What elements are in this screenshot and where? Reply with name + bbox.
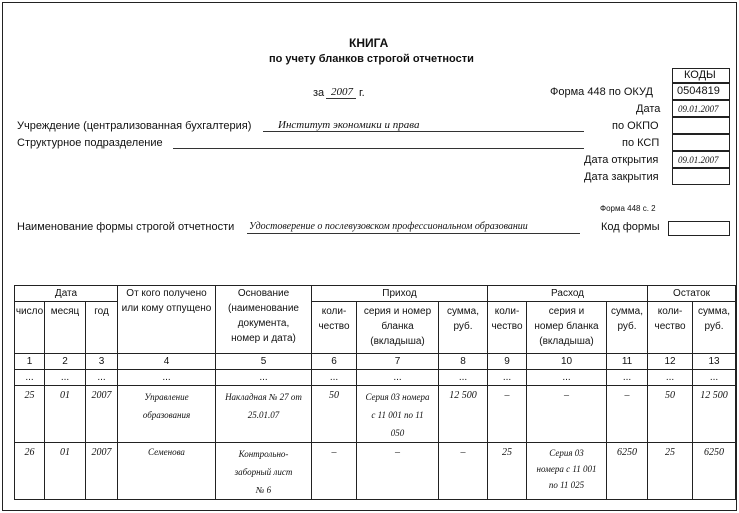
cell-in-sum: – — [439, 443, 488, 500]
institution-value: Институт экономики и права — [278, 119, 420, 131]
cell-in-series: Серия 03 номера с 11 001 по 11 050 — [357, 386, 439, 443]
table-row — [15, 386, 736, 443]
ellipsis-cell: ... — [693, 370, 736, 386]
form-code-box — [668, 221, 730, 236]
institution-label: Учреждение (централизованная бухгалтерия) — [17, 120, 252, 132]
col-number: 5 — [216, 354, 312, 370]
cell-bal-qty: 50 — [648, 386, 693, 443]
col-number: 12 — [648, 354, 693, 370]
ellipsis-cell: ... — [86, 370, 118, 386]
cell-from-whom: Семенова — [118, 443, 216, 500]
col-number: 8 — [439, 354, 488, 370]
col-number: 3 — [86, 354, 118, 370]
cell-out-series: Серия 03 номера с 11 001 по 11 025 — [527, 443, 607, 500]
okpo-box — [672, 117, 730, 134]
cell-day: 26 — [15, 443, 45, 500]
ellipsis-cell: ... — [439, 370, 488, 386]
ellipsis-cell: ... — [15, 370, 45, 386]
header-out-sum: сумма, руб. — [607, 302, 648, 354]
cell-in-series: – — [357, 443, 439, 500]
year-prefix: за — [313, 87, 325, 99]
col-number: 4 — [118, 354, 216, 370]
date-value: 09.01.2007 — [678, 104, 719, 114]
header-balance: Остаток — [648, 286, 736, 302]
header-in-qty: коли-чество — [312, 302, 357, 354]
form-code-label: Код формы — [601, 221, 660, 233]
cell-out-qty: 25 — [488, 443, 527, 500]
okud-label: Форма 448 по ОКУД — [550, 86, 653, 98]
cell-in-sum: 12 500 — [439, 386, 488, 443]
cell-month: 01 — [45, 443, 86, 500]
ellipsis-cell: ... — [216, 370, 312, 386]
okud-code: 0504819 — [677, 85, 720, 97]
date-label: Дата — [636, 103, 661, 115]
cell-year: 2007 — [86, 443, 118, 500]
ellipsis-cell: ... — [45, 370, 86, 386]
col-number: 11 — [607, 354, 648, 370]
ellipsis-cell: ... — [118, 370, 216, 386]
header-date: Дата — [15, 286, 118, 302]
close-date-box — [672, 168, 730, 185]
col-number: 2 — [45, 354, 86, 370]
ledger-table — [14, 285, 736, 500]
document-title: КНИГА — [349, 36, 389, 50]
header-bal-qty: коли-чество — [648, 302, 693, 354]
form-name-label: Наименование формы строгой отчетности — [17, 221, 235, 233]
cell-day: 25 — [15, 386, 45, 443]
open-date-label: Дата открытия — [584, 154, 659, 166]
cell-year: 2007 — [86, 386, 118, 443]
header-in-sum: сумма, руб. — [439, 302, 488, 354]
header-from-whom: От кого получено или кому отпущено — [118, 286, 216, 354]
cell-out-qty: – — [488, 386, 527, 443]
subdivision-label: Структурное подразделение — [17, 137, 163, 149]
header-out-series: серия и номер бланка (вкладыша) — [527, 302, 607, 354]
okpo-label: по ОКПО — [612, 120, 659, 132]
cell-out-sum: 6250 — [607, 443, 648, 500]
header-month: месяц — [45, 302, 86, 354]
cell-bal-sum: 12 500 — [693, 386, 736, 443]
header-in-series: серия и номер бланка (вкладыша) — [357, 302, 439, 354]
header-expense: Расход — [488, 286, 648, 302]
col-number: 13 — [693, 354, 736, 370]
col-number: 9 — [488, 354, 527, 370]
header-out-qty: коли-чество — [488, 302, 527, 354]
form-page-label: Форма 448 с. 2 — [600, 204, 656, 213]
header-year: год — [86, 302, 118, 354]
cell-bal-sum: 6250 — [693, 443, 736, 500]
cell-basis: Накладная № 27 от 25.01.07 — [216, 386, 312, 443]
codes-header: КОДЫ — [684, 69, 716, 81]
header-income: Приход — [312, 286, 488, 302]
cell-month: 01 — [45, 386, 86, 443]
ellipsis-cell: ... — [527, 370, 607, 386]
open-date-value: 09.01.2007 — [678, 155, 719, 165]
document-subtitle: по учету бланков строгой отчетности — [269, 53, 474, 65]
ellipsis-cell: ... — [357, 370, 439, 386]
table-row — [15, 443, 736, 500]
cell-out-sum: – — [607, 386, 648, 443]
cell-from-whom: Управление образования — [118, 386, 216, 443]
header-day: число — [15, 302, 45, 354]
cell-basis: Контрольно-заборный лист № 6 — [216, 443, 312, 500]
year-value: 2007 — [331, 86, 353, 98]
col-number: 6 — [312, 354, 357, 370]
ksp-box — [672, 134, 730, 151]
year-suffix: г. — [359, 87, 365, 99]
ellipsis-cell: ... — [488, 370, 527, 386]
form-name-value: Удостоверение о послевузовском профессиональном образовании — [249, 221, 528, 232]
ksp-label: по КСП — [622, 137, 660, 149]
cell-out-series: – — [527, 386, 607, 443]
col-number: 1 — [15, 354, 45, 370]
col-number: 10 — [527, 354, 607, 370]
header-bal-sum: сумма, руб. — [693, 302, 736, 354]
cell-bal-qty: 25 — [648, 443, 693, 500]
ellipsis-cell: ... — [607, 370, 648, 386]
close-date-label: Дата закрытия — [584, 171, 659, 183]
ellipsis-cell: ... — [312, 370, 357, 386]
col-number: 7 — [357, 354, 439, 370]
header-basis: Основание (наименование документа, номер и дата) — [216, 286, 312, 354]
ellipsis-cell: ... — [648, 370, 693, 386]
cell-in-qty: 50 — [312, 386, 357, 443]
cell-in-qty: – — [312, 443, 357, 500]
